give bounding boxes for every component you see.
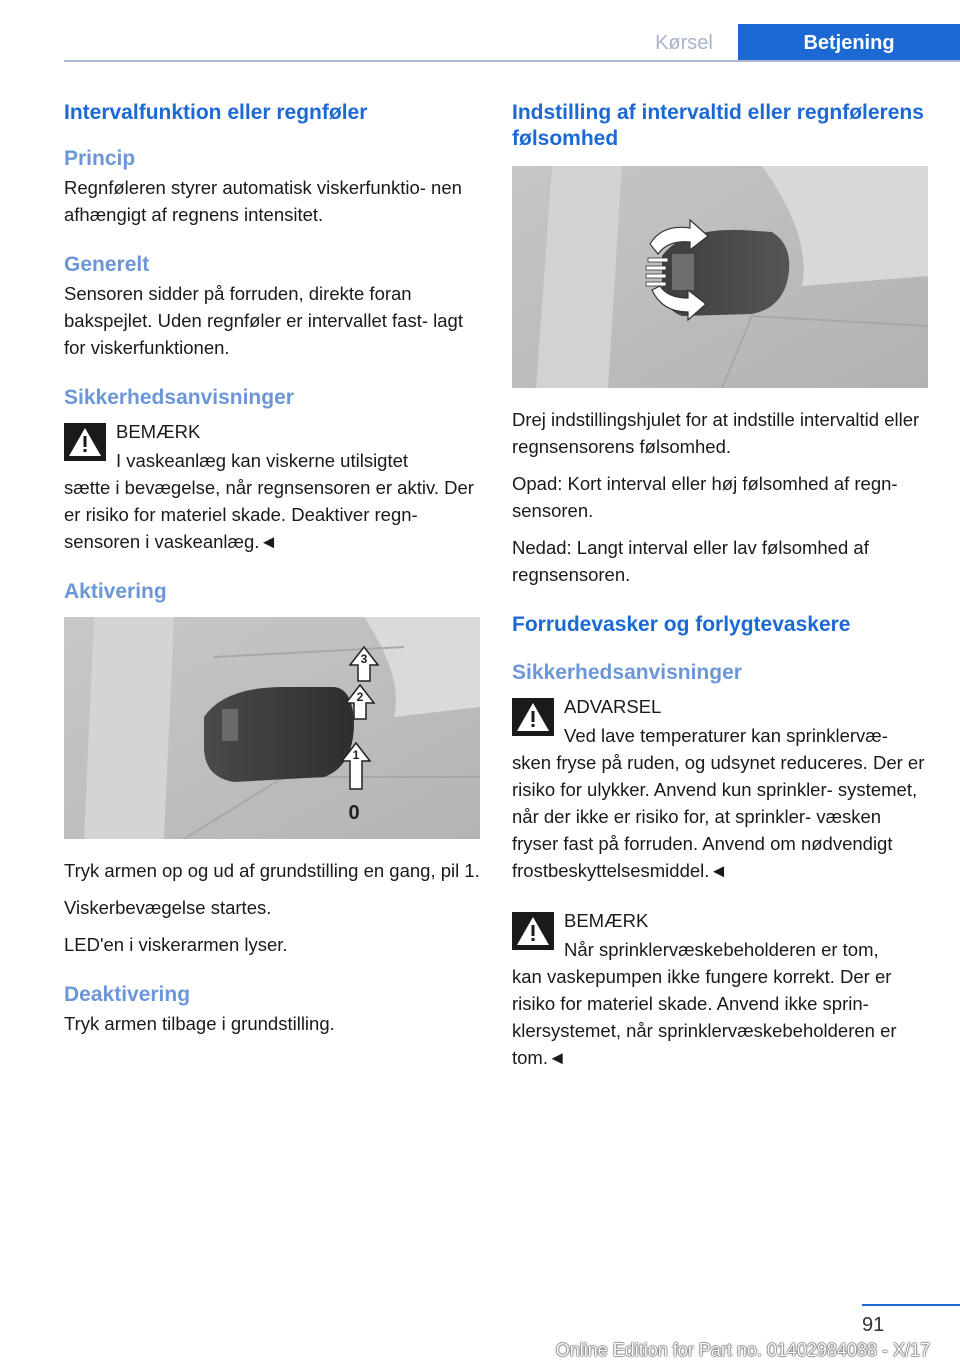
interval-text-3: Nedad: Langt interval eller lav følsomhed af regnsensoren.: [512, 537, 869, 585]
princip-heading: Princip: [64, 147, 136, 170]
generelt-heading: Generelt: [64, 253, 150, 276]
fig-label-0: 0: [348, 802, 360, 824]
notice-box: [64, 417, 482, 555]
fig-label-1: 1: [352, 748, 360, 762]
notice-text-first-2: Når sprinklervæskebeholderen er tom,: [564, 939, 879, 960]
notice-text-first: I vaskeanlæg kan viskerne utilsigtet: [116, 450, 409, 471]
left-column: [64, 100, 482, 1037]
interval-text-1: Drej indstillingshjulet for at indstille intervaltid eller regnsensorens følsomhed.: [512, 409, 920, 457]
washer-safety-heading: Sikkerhedsanvisninger: [512, 661, 742, 684]
notice-label: BEMÆRK: [116, 421, 201, 442]
interval-wheel-figure: [512, 166, 928, 388]
notice-text-rest-2: kan vaskepumpen ikke fungere korrekt. Der er risiko for materiel skade. Anvend ikke sprin‐ klersystemet, når sprinklervæskebeholderen er tom.◄: [512, 966, 897, 1068]
header-rule: [64, 60, 960, 62]
wiper-lever-figure: [64, 617, 480, 839]
warning-box: [512, 692, 930, 884]
interval-text-2: Opad: Kort interval eller høj følsomhed af regn‐ sensoren.: [512, 473, 898, 521]
tab-chapter[interactable]: Betjening: [738, 24, 960, 62]
fig-label-2: 2: [356, 690, 364, 704]
deaktivering-heading: Deaktivering: [64, 983, 191, 1006]
princip-text: Regnføleren styrer automatisk viskerfunktio‐ nen afhængigt af regnens intensitet.: [64, 177, 462, 225]
warning-text-rest: sken fryse på ruden, og udsynet reduceres. Der er risiko for ulykker. Anvend kun sprinkler‐ systemet, når der ikke er risiko for, at sprinkler‐ væsken fryser fast på forruden. Anvend om nødvendigt frostbeskyttelsesmiddel.◄: [512, 752, 925, 881]
aktivering-heading: Aktivering: [64, 580, 167, 603]
generelt-text: Sensoren sidder på forruden, direkte foran bakspejlet. Uden regnføler er intervallet fast‐ lagt for viskerfunktionen.: [64, 283, 463, 358]
washer-title: Forrudevasker og forlygtevaskere: [512, 613, 851, 636]
notice-box-2: [512, 906, 930, 1071]
tab-section[interactable]: Kørsel: [655, 32, 713, 54]
warning-text-first: Ved lave temperaturer kan sprinklervæ‐: [564, 725, 888, 746]
edition-line: Online Edition for Part no. 01402984088 - X/17: [555, 1340, 930, 1360]
safety-heading: Sikkerhedsanvisninger: [64, 386, 294, 409]
warning-triangle-icon: [512, 698, 554, 736]
section-title: Intervalfunktion eller regnføler: [64, 101, 368, 124]
aktivering-text-3: LED'en i viskerarmen lyser.: [64, 934, 288, 955]
notice-text-rest: sætte i bevægelse, når regnsensoren er aktiv. Der er risiko for materiel skade. Deaktiver regn‐ sensoren i vaskeanlæg.◄: [64, 477, 474, 552]
page-number: 91: [862, 1314, 885, 1336]
fig-label-3: 3: [360, 652, 368, 666]
warning-label: ADVARSEL: [564, 696, 662, 717]
interval-title: Indstilling af intervaltid eller regnfølerens følsomhed: [512, 101, 924, 150]
right-column: [512, 100, 930, 1093]
page-header: [0, 0, 960, 62]
warning-triangle-icon: [64, 423, 106, 461]
aktivering-text-1: Tryk armen op og ud af grundstilling en gang, pil 1.: [64, 860, 480, 881]
notice-label-2: BEMÆRK: [564, 910, 649, 931]
deaktivering-text: Tryk armen tilbage i grundstilling.: [64, 1013, 335, 1034]
footer-rule: [862, 1304, 960, 1306]
warning-triangle-icon: [512, 912, 554, 950]
aktivering-text-2: Viskerbevægelse startes.: [64, 897, 272, 918]
